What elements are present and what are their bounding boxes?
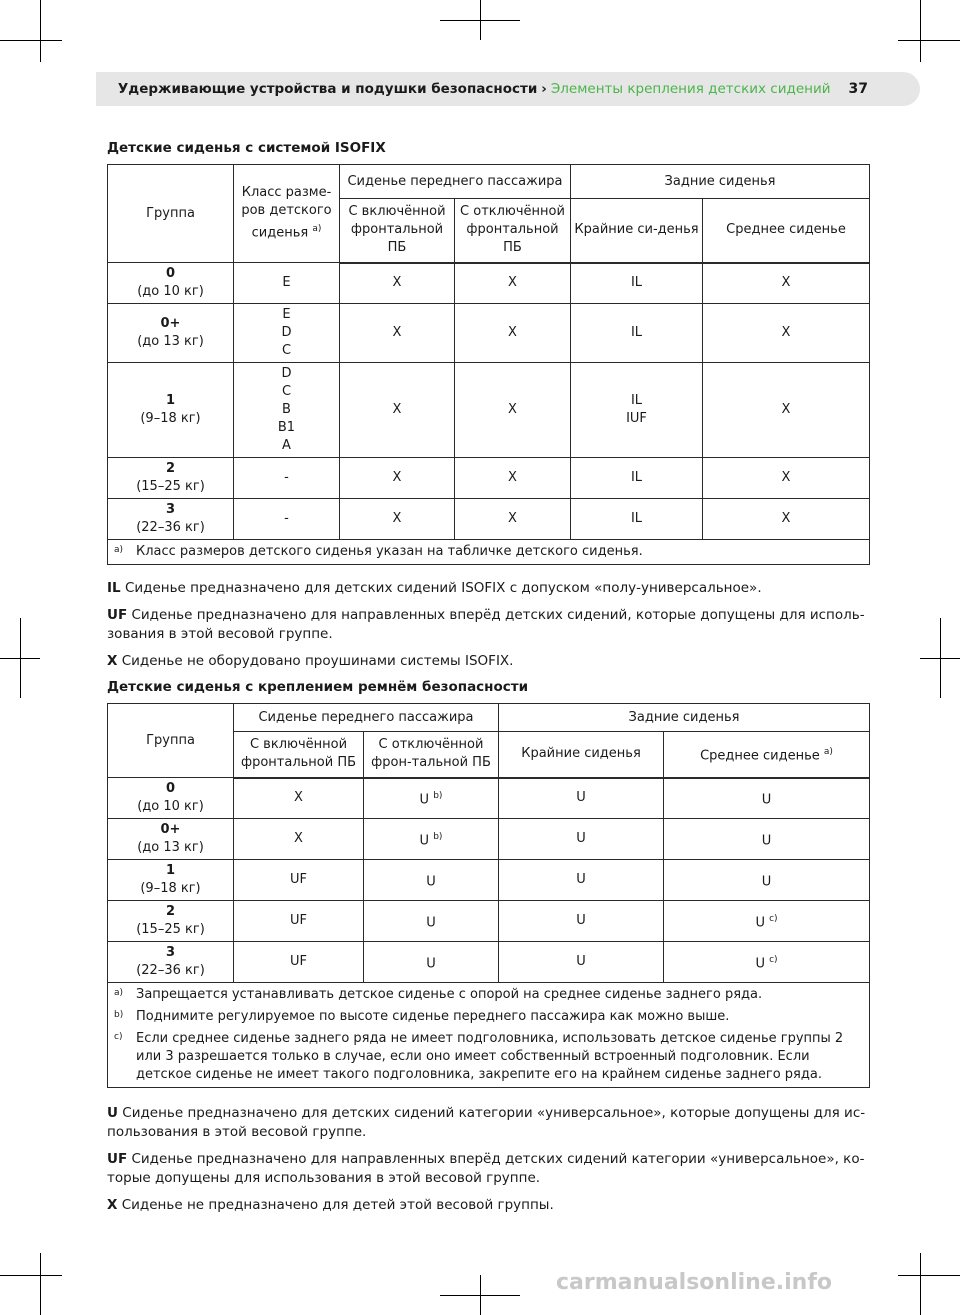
group-cell: 0 (до 10 кг) [108,778,234,819]
rear-middle-cell: X [703,263,870,304]
col-header-size-class: Класс разме-ров детского сиденья $^{a)}$ [234,165,340,263]
table1-title: Детские сиденья с системой ISOFIX [107,140,386,156]
col-header-front: Сиденье переднего пассажира [340,165,571,199]
legend-belt [107,1104,869,1215]
col-header-group: Группа [108,704,234,778]
table-row [108,499,870,540]
crop-mark [898,1275,960,1276]
rear-outer-cell: IL IUF [571,363,703,458]
col-header-rear: Задние сиденья [571,165,870,199]
watermark-logo: carmanualsonline.info [556,1270,832,1295]
rear-outer-cell: IL [571,304,703,363]
col-header-front: Сиденье переднего пассажира [234,704,499,732]
front-off-cell: X [455,363,571,458]
crop-mark [898,40,960,41]
crop-mark [0,40,62,41]
crop-mark [920,658,960,659]
group-cell: 1 (9–18 кг) [108,363,234,458]
front-on-cell: X [234,778,364,819]
group-cell: 2 (15–25 кг) [108,901,234,942]
front-off-cell: X [455,304,571,363]
col-header-rear-middle: Среднее сиденье $^{a)}$ [664,732,870,778]
crop-mark [440,20,520,21]
legend-item: UF Сиденье предназначено для направленных вперёд детских сидений, которые допущены для исполь-зования в этой весовой группе. [107,607,865,642]
rear-middle-cell: U $^{c)}$ [664,901,870,942]
size-class-cell: E [234,263,340,304]
group-cell: 3 (22–36 кг) [108,499,234,540]
table-row [108,901,870,942]
rear-middle-cell: U [664,860,870,901]
table-row [108,942,870,983]
rear-middle-cell: X [703,363,870,458]
front-on-cell: X [340,363,455,458]
legend-item: IL Сиденье предназначено для детских сидений ISOFIX с допуском «полу-универсальное». [107,580,762,596]
crop-mark [40,1253,41,1315]
front-off-cell: X [455,458,571,499]
rear-middle-cell: X [703,458,870,499]
front-off-cell: U [364,860,499,901]
col-header-front-off: С отключённой фронтальной ПБ [455,199,571,263]
crop-mark [920,1253,921,1315]
footnote: a) Запрещается устанавливать детское сиденье с опорой на среднее сиденье заднего ряда. [114,987,763,1002]
front-off-cell: U $^{b)}$ [364,778,499,819]
col-header-front-on: С включённой фронтальной ПБ [340,199,455,263]
rear-outer-cell: U [499,901,664,942]
table-footnote-row [108,983,870,1088]
rear-outer-cell: IL [571,499,703,540]
col-header-rear-middle: Среднее сиденье [703,199,870,263]
front-on-cell: X [340,499,455,540]
front-off-cell: U $^{b)}$ [364,819,499,860]
front-off-cell: U [364,942,499,983]
size-class-cell: - [234,458,340,499]
section-link[interactable]: Элементы крепления детских сидений [550,81,831,97]
table-row [108,778,870,819]
table-row [108,458,870,499]
legend-item: U Сиденье предназначено для детских сидений категории «универсальное», которые допущены для ис-пользования в этой весовой группе. [107,1105,866,1140]
col-header-group: Группа [108,165,234,263]
front-off-cell: X [455,499,571,540]
rear-middle-cell: U $^{c)}$ [664,942,870,983]
rear-middle-cell: X [703,304,870,363]
belt-table [107,703,870,1088]
front-on-cell: UF [234,901,364,942]
rear-middle-cell: U [664,778,870,819]
table-row [108,304,870,363]
col-header-rear: Задние сиденья [499,704,870,732]
col-header-rear-outer: Крайние си-денья [571,199,703,263]
group-cell: 2 (15–25 кг) [108,458,234,499]
legend-isofix [107,579,869,671]
legend-item: X Сиденье не оборудовано проушинами системы ISOFIX. [107,653,514,669]
table-row [108,263,870,304]
footnote: c) Если среднее сиденье заднего ряда не имеет подголовника, использовать детское сиденье группы 2 или 3 разрешается только в случае, если оно имеет собственный встроенный подголовник. Если детское сиденье не имеет такого подголовника, закрепите его на крайнем сиденье заднего ряда. [114,1031,844,1082]
size-class-cell: - [234,499,340,540]
crop-mark [440,1295,520,1296]
footnotes-cell [108,540,870,565]
col-header-front-off: С отключённой фрон-тальной ПБ [364,732,499,778]
rear-outer-cell: U [499,819,664,860]
page-header [96,72,920,106]
crop-mark [40,0,41,62]
rear-outer-cell: IL [571,458,703,499]
chapter-link[interactable]: Удерживающие устройства и подушки безопасности [117,81,538,97]
group-cell: 3 (22–36 кг) [108,942,234,983]
front-on-cell: X [340,304,455,363]
crop-mark [920,0,921,62]
rear-outer-cell: IL [571,263,703,304]
rear-middle-cell: X [703,499,870,540]
table-row [108,363,870,458]
front-on-cell: X [234,819,364,860]
crop-mark [0,1275,62,1276]
front-on-cell: X [340,458,455,499]
front-off-cell: X [455,263,571,304]
table-row [108,860,870,901]
legend-item: UF Сиденье предназначено для направленных вперёд детских сидений категории «универсальное», ко-торые допущены для использования в этой весовой группе. [107,1151,865,1186]
rear-outer-cell: U [499,942,664,983]
page-content [107,140,869,1223]
table-row [108,819,870,860]
footnotes-cell [108,983,870,1088]
col-header-rear-outer: Крайние сиденья [499,732,664,778]
front-on-cell: UF [234,942,364,983]
col-header-front-on: С включённой фронтальной ПБ [234,732,364,778]
size-class-cell: E D C [234,304,340,363]
front-off-cell: U [364,901,499,942]
size-class-cell: D C B B1 A [234,363,340,458]
group-cell: 0 (до 10 кг) [108,263,234,304]
crop-mark [0,658,40,659]
rear-middle-cell: U [664,819,870,860]
rear-outer-cell: U [499,778,664,819]
rear-outer-cell: U [499,860,664,901]
front-on-cell: UF [234,860,364,901]
legend-item: X Сиденье не предназначено для детей этой весовой группы. [107,1197,554,1213]
table2-title: Детские сиденья с креплением ремнём безопасности [107,679,529,695]
group-cell: 1 (9–18 кг) [108,860,234,901]
page-number: 37 [848,81,868,97]
group-cell: 0+ (до 13 кг) [108,819,234,860]
isofix-table [107,164,870,565]
footnote: b) Поднимите регулируемое по высоте сиденье переднего пассажира как можно выше. [114,1009,730,1024]
front-on-cell: X [340,263,455,304]
breadcrumb-separator: › [541,81,547,97]
table-footnote-row [108,540,870,565]
footnote: a) Класс размеров детского сиденья указан на табличке детского сиденья. [114,544,643,559]
group-cell: 0+ (до 13 кг) [108,304,234,363]
